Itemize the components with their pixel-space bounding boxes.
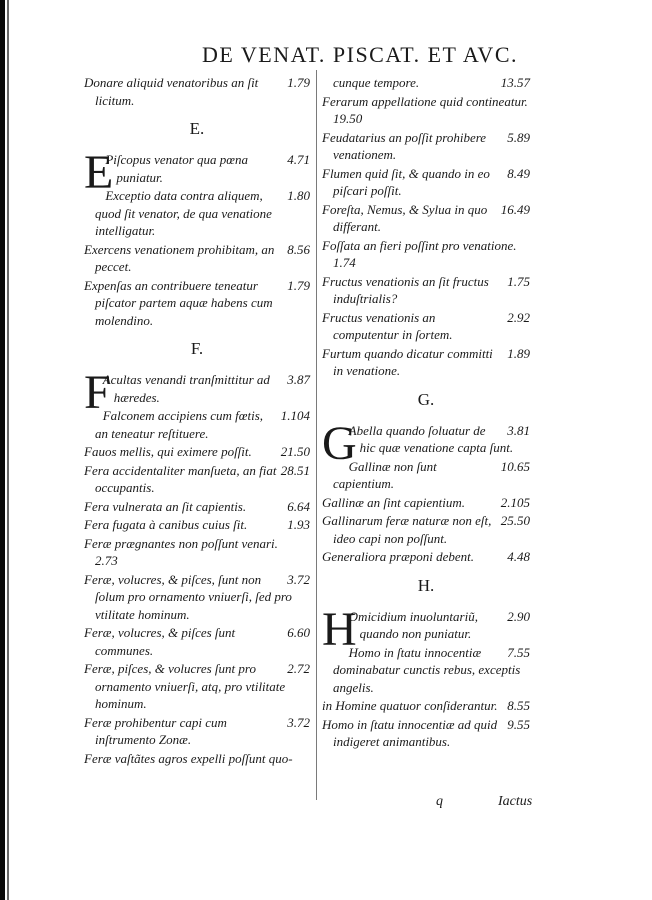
entry-reference: 1.79 <box>287 75 310 90</box>
entry-reference: 3.87 <box>287 372 310 387</box>
index-entry <box>84 407 310 442</box>
index-entry <box>84 535 310 570</box>
index-entry <box>84 277 310 330</box>
entry-text: Foreſta, Nemus, & Sylua in quo differant. <box>322 201 488 234</box>
entry-text: Falconem accipiens cum fœtis, an teneatur reſtituere. <box>95 408 264 441</box>
entry-reference: 6.60 <box>287 625 310 640</box>
entry-reference: 19.50 <box>333 111 363 126</box>
entry-text: Fructus venationis an computentur in ſortem. <box>322 309 453 342</box>
entry-text: Gallinæ non ſunt capientium. <box>333 458 437 491</box>
index-entry <box>322 644 530 697</box>
entry-text: Homo in ſtatu innocentiæ dominabatur cunctis rebus, exceptis angelis. <box>333 644 521 695</box>
index-entry <box>322 201 530 236</box>
entry-reference: 1.93 <box>287 517 310 532</box>
index-entry <box>84 187 310 240</box>
entry-reference: 1.75 <box>507 273 530 289</box>
page-edge-line <box>7 0 9 900</box>
entry-reference: 4.48 <box>507 549 530 564</box>
entry-text: Omicidium inuoluntariũ, quando non puniatur. <box>348 608 478 641</box>
column-rule <box>316 70 317 800</box>
index-entry <box>322 494 530 512</box>
index-entry <box>322 129 530 164</box>
index-entry <box>84 516 310 534</box>
entry-reference: 1.104 <box>280 408 310 423</box>
entry-reference: 13.57 <box>500 75 530 90</box>
page-edge-shadow <box>0 0 5 900</box>
entry-text: Exercens venationem prohibitam, an peccet. <box>84 241 275 274</box>
section-letter: H. <box>417 575 435 595</box>
entry-reference: 3.72 <box>287 571 310 587</box>
right-top-entries <box>322 74 530 380</box>
index-entry <box>84 443 310 461</box>
index-entry <box>322 93 530 128</box>
entry-reference: 4.71 <box>287 152 310 167</box>
entry-reference: 16.49 <box>500 201 530 217</box>
right-column <box>322 74 530 752</box>
entry-text: Gallinarum feræ naturæ non eſt, ideo capi non poſſunt. <box>322 513 492 546</box>
entry-text: Homo in ſtatu innocentiæ ad quid indigeret animantibus. <box>322 716 498 749</box>
entry-text: Feræ prægnantes non poſſunt venari. <box>84 535 278 551</box>
entry-text: Feudatarius an poſſit prohibere venationem. <box>322 129 487 162</box>
entry-text: Fauos mellis, qui eximere poſſit. <box>84 444 252 459</box>
index-entry <box>84 750 310 768</box>
entry-reference: 2.92 <box>507 309 530 325</box>
entry-text: Fera accidentaliter manſueta, an fiat occupantis. <box>84 462 277 495</box>
left-top-entries <box>84 74 310 109</box>
entry-reference: 3.72 <box>287 714 310 730</box>
entry-reference: 10.65 <box>500 458 530 474</box>
entry-reference: 21.50 <box>280 444 310 459</box>
index-entry <box>322 512 530 547</box>
entry-text: Generaliora præponi debent. <box>322 549 475 564</box>
entry-reference: 1.80 <box>287 188 310 203</box>
index-entry <box>84 571 310 624</box>
entry-text: Piſcopus venator qua pœna puniatur. <box>105 152 248 185</box>
index-entry <box>322 237 530 272</box>
index-entry <box>84 462 310 497</box>
entry-text: Ferarum appellatione quid contineatur. <box>322 93 528 109</box>
index-entry <box>84 714 310 749</box>
entry-reference: 1.89 <box>507 345 530 361</box>
drop-capital: F <box>84 366 111 419</box>
entry-reference: 9.55 <box>507 716 530 732</box>
index-entry <box>322 309 530 344</box>
entry-text: in Homine quatuor conſiderantur. <box>322 698 498 713</box>
entry-text: Expenſas an contribuere teneatur piſcator partem aquæ habens cum molendino. <box>84 277 273 328</box>
index-entry <box>322 345 530 380</box>
index-entry <box>322 165 530 200</box>
entry-text: Foſſata an fieri poſſint pro venatione. <box>322 237 517 253</box>
entry-text: cunque tempore. <box>333 75 420 90</box>
entry-reference: 3.81 <box>507 422 530 438</box>
entry-text: Fera vulnerata an ſit capientis. <box>84 498 247 514</box>
index-entry <box>322 716 530 751</box>
entry-reference: 2.73 <box>95 553 118 568</box>
entry-text: Gallinæ an ſint capientium. <box>322 494 465 510</box>
entry-text: Abella quando ſoluatur de hic quæ venatione capta ſunt. <box>348 422 514 455</box>
index-entry <box>84 241 310 276</box>
entry-text: Fera fugata à canibus cuius ſit. <box>84 517 248 532</box>
running-title: DE VENAT. PISCAT. ET AVC. <box>201 42 518 67</box>
index-entry <box>84 74 310 109</box>
index-entry <box>322 697 530 715</box>
entry-text: Feræ, piſces, & volucres ſunt pro ornamento vniuerſi, atq, pro vtilitate hominum. <box>84 661 286 711</box>
section-letter: E. <box>189 119 205 138</box>
left-column <box>84 74 310 768</box>
drop-capital: G <box>322 416 357 470</box>
signature-mark: q <box>436 794 443 809</box>
entry-reference: 28.51 <box>280 462 310 478</box>
entry-reference: 2.90 <box>507 608 530 624</box>
entry-text: Furtum quando dicatur committi in venatione. <box>322 345 493 378</box>
catchword: Iactus <box>498 794 533 809</box>
entry-reference: 5.89 <box>507 129 530 145</box>
drop-capital: H <box>322 602 357 656</box>
section-letter: G. <box>417 389 435 409</box>
index-entry <box>84 660 310 713</box>
section-letter: F. <box>190 339 204 358</box>
entry-text: Feræ prohibentur capi cum inſtrumento Zonæ. <box>84 714 227 747</box>
index-entry <box>322 458 530 493</box>
index-entry <box>84 624 310 659</box>
entry-text: Fructus venationis an ſit fructus induſtrialis? <box>322 273 489 306</box>
right-sections <box>322 390 530 751</box>
index-entry <box>322 74 530 92</box>
left-sections <box>84 119 310 767</box>
entry-text: Exceptio data contra aliquem, quod ſit venator, de qua venatione intelligatur. <box>95 188 272 238</box>
index-entry <box>322 548 530 566</box>
entry-reference: 6.64 <box>287 498 310 514</box>
entry-text: Feræ vaſtãtes agros expelli poſſunt quo- <box>84 750 293 766</box>
entry-text: Feræ, volucres, & piſces, ſunt non ſolum pro ornamento vniuerſi, ſed pro vtilitate hominum. <box>84 571 292 622</box>
drop-capital: E <box>84 146 114 199</box>
entry-text: Acultas venandi tranſmittitur ad hæredes. <box>102 372 270 405</box>
entry-reference: 8.49 <box>507 165 530 181</box>
entry-reference: 1.79 <box>287 277 310 293</box>
entry-reference: 7.55 <box>507 644 530 660</box>
entry-text: Donare aliquid venatoribus an ſit licitum. <box>84 75 259 108</box>
entry-reference: 2.105 <box>500 494 530 510</box>
index-entry <box>322 273 530 308</box>
entry-text: Feræ, volucres, & piſces ſunt communes. <box>84 625 236 658</box>
index-entry <box>84 498 310 516</box>
entry-text: Flumen quid ſit, & quando in eo piſcari poſſit. <box>322 165 490 198</box>
entry-reference: 25.50 <box>500 513 530 528</box>
entry-reference: 8.56 <box>287 241 310 257</box>
entry-reference: 8.55 <box>507 698 530 713</box>
entry-reference: 1.74 <box>333 255 356 270</box>
entry-reference: 2.72 <box>287 661 310 676</box>
